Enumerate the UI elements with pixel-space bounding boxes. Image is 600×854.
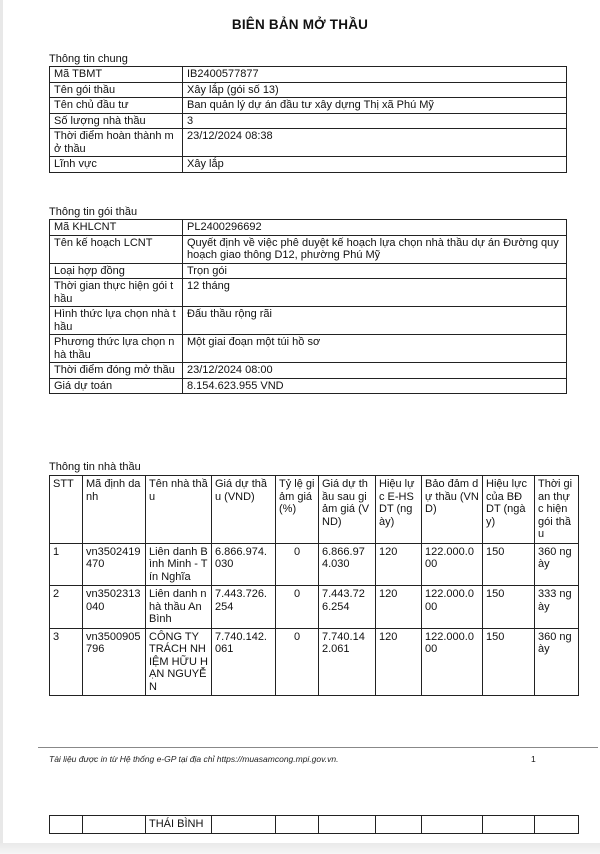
bidders-table: [49, 475, 579, 696]
table-row: Thời điểm hoàn thành mở thầu 23/12/2024 08:38: [50, 129, 567, 157]
column-header: Mã định danh: [83, 476, 146, 544]
table-row: Hình thức lựa chọn nhà thầu Đấu thầu rộng rãi: [50, 307, 567, 335]
table-row: Giá dự toán 8.154.623.955 VND: [50, 378, 567, 394]
column-header: Giá dự thầu (VND): [212, 476, 276, 544]
next-page-table: [49, 815, 579, 834]
bidders-info-heading: Thông tin nhà thầu: [49, 461, 141, 473]
table-row: Tên gói thầu Xây lắp (gói số 13): [50, 82, 567, 98]
column-header: Tên nhà thầu: [146, 476, 212, 544]
table-row: Tên kế hoạch LCNT Quyết định về việc phê duyệt kế hoạch lựa chọn nhà thầu dự án Đường quy hoạch giao thông D12, phường Phú Mỹ: [50, 235, 567, 263]
table-row: Thời điểm đóng mở thầu 23/12/2024 08:00: [50, 363, 567, 379]
page-edge: [0, 0, 3, 854]
column-header: Hiệu lực E-HSDT (ngày): [376, 476, 422, 544]
table-row: Số lượng nhà thầu 3: [50, 113, 567, 129]
table-row: 3 vn3500905796 CÔNG TY TRÁCH NHIỆM HỮU HẠN NGUYỄN 7.740.142.061 0 7.740.142.061 120 122.000.000 150 360 ngày: [50, 628, 579, 696]
column-header: Hiệu lực của BĐ DT (ngày): [483, 476, 535, 544]
table-row: Mã KHLCNT PL2400296692: [50, 220, 567, 236]
table-row: Lĩnh vực Xây lắp: [50, 157, 567, 173]
table-row: Phương thức lựa chọn nhà thầu Một giai đoạn một túi hồ sơ: [50, 335, 567, 363]
package-info-heading: Thông tin gói thầu: [49, 206, 138, 218]
column-header: Thời gian thực hiện gói thầu: [535, 476, 579, 544]
table-row: Loại hợp đồng Trọn gói: [50, 263, 567, 279]
footer-divider: [38, 747, 598, 748]
table-header-row: [50, 476, 579, 544]
table-row: 1 vn3502419470 Liên danh Bình Minh - Tín Nghĩa 6.866.974.030 0 6.866.974.030 120 122.000.000 150 360 ngày: [50, 543, 579, 586]
page-bottom-edge: [0, 843, 600, 854]
footer-note: Tài liệu được in từ Hệ thống e-GP tại địa chỉ https://muasamcong.mpi.gov.vn.: [49, 754, 339, 764]
table-row: Thời gian thực hiện gói thầu 12 tháng: [50, 279, 567, 307]
column-header: Tỷ lệ giảm giá (%): [276, 476, 319, 544]
general-info-heading: Thông tin chung: [49, 53, 128, 65]
table-row: THÁI BÌNH: [50, 816, 579, 834]
page-number: 1: [531, 754, 536, 764]
general-info-table: [49, 66, 567, 173]
column-header: STT: [50, 476, 83, 544]
column-header: Bảo đảm dự thầu (VND): [422, 476, 483, 544]
package-info-table: [49, 219, 567, 394]
table-row: Mã TBMT IB2400577877: [50, 67, 567, 83]
document-title: BIÊN BẢN MỞ THẦU: [231, 17, 369, 32]
column-header: Giá dự thầu sau giảm giá (VND): [319, 476, 376, 544]
table-row: Tên chủ đầu tư Ban quản lý dự án đầu tư xây dựng Thị xã Phú Mỹ: [50, 98, 567, 114]
table-row: 2 vn3502313040 Liên danh nhà thầu An Bình 7.443.726.254 0 7.443.726.254 120 122.000.000 150 333 ngày: [50, 586, 579, 629]
